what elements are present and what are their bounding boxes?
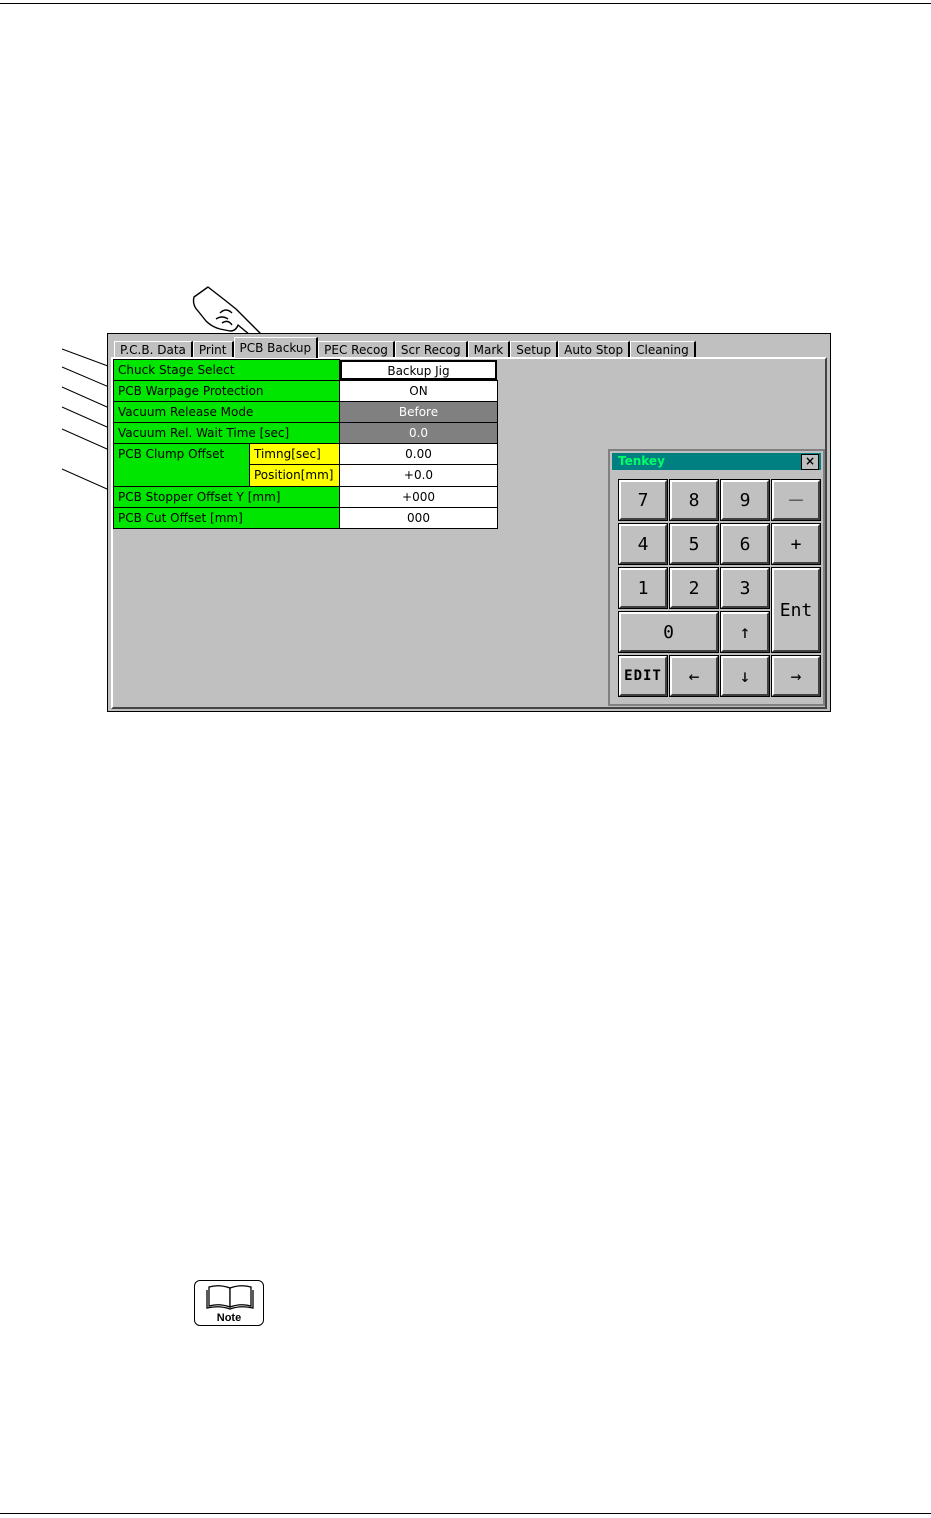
clump-timing-label: Timng[sec] <box>249 443 340 465</box>
stopper-offset-y-label: PCB Stopper Offset Y [mm] <box>113 486 340 508</box>
tenkey-title: Tenkey <box>618 454 665 468</box>
chuck-stage-select-label: Chuck Stage Select <box>113 359 340 381</box>
vacuum-wait-time-value: 0.0 <box>339 422 498 444</box>
chuck-stage-select-value[interactable]: Backup Jig <box>340 360 497 380</box>
arrow-up-key[interactable]: ↑ <box>721 612 769 652</box>
tenkey-window <box>608 449 825 706</box>
key-1[interactable]: 1 <box>619 568 667 608</box>
note-book-icon <box>194 1280 264 1326</box>
top-rule <box>0 3 931 4</box>
arrow-right-key[interactable]: → <box>772 656 820 696</box>
key-minus[interactable]: － <box>772 480 820 520</box>
key-7[interactable]: 7 <box>619 480 667 520</box>
tab-setup[interactable]: Setup <box>510 341 558 358</box>
key-2[interactable]: 2 <box>670 568 718 608</box>
vacuum-release-mode-value: Before <box>339 401 498 423</box>
stopper-offset-y-value[interactable]: +000 <box>339 486 498 508</box>
tab-pec-recog[interactable]: PEC Recog <box>318 341 395 358</box>
key-0[interactable]: 0 <box>619 612 718 652</box>
clump-offset-label: PCB Clump Offset <box>113 443 250 487</box>
tab-scr-recog[interactable]: Scr Recog <box>395 341 468 358</box>
key-6[interactable]: 6 <box>721 524 769 564</box>
tenkey-title-bar[interactable] <box>612 453 821 470</box>
vacuum-release-mode-label: Vacuum Release Mode <box>113 401 340 423</box>
key-plus[interactable]: + <box>772 524 820 564</box>
key-edit[interactable]: EDIT <box>619 656 667 696</box>
note-label: Note <box>216 1312 242 1324</box>
clump-timing-value[interactable]: 0.00 <box>339 443 498 465</box>
cut-offset-value[interactable]: 000 <box>339 507 498 529</box>
arrow-left-key[interactable]: ← <box>670 656 718 696</box>
tab-bar <box>114 337 696 358</box>
key-9[interactable]: 9 <box>721 480 769 520</box>
tab-cleaning[interactable]: Cleaning <box>630 341 696 358</box>
arrow-down-key[interactable]: ↓ <box>721 656 769 696</box>
tab-mark[interactable]: Mark <box>468 341 511 358</box>
key-5[interactable]: 5 <box>670 524 718 564</box>
cut-offset-label: PCB Cut Offset [mm] <box>113 507 340 529</box>
clump-position-label: Position[mm] <box>249 464 340 487</box>
close-icon[interactable]: × <box>801 454 819 470</box>
bottom-rule <box>0 1513 931 1514</box>
key-3[interactable]: 3 <box>721 568 769 608</box>
tab-pcb-backup[interactable]: PCB Backup <box>234 337 319 358</box>
key-8[interactable]: 8 <box>670 480 718 520</box>
key-4[interactable]: 4 <box>619 524 667 564</box>
tab-pcb-data[interactable]: P.C.B. Data <box>114 341 193 358</box>
tab-auto-stop[interactable]: Auto Stop <box>558 341 630 358</box>
vacuum-wait-time-label: Vacuum Rel. Wait Time [sec] <box>113 422 340 444</box>
key-enter[interactable]: Ent <box>772 568 820 652</box>
warpage-protection-label: PCB Warpage Protection <box>113 380 340 402</box>
open-book-icon <box>195 1281 265 1311</box>
tab-print[interactable]: Print <box>193 341 234 358</box>
warpage-protection-value[interactable]: ON <box>339 380 498 402</box>
clump-position-value[interactable]: +0.0 <box>339 464 498 487</box>
